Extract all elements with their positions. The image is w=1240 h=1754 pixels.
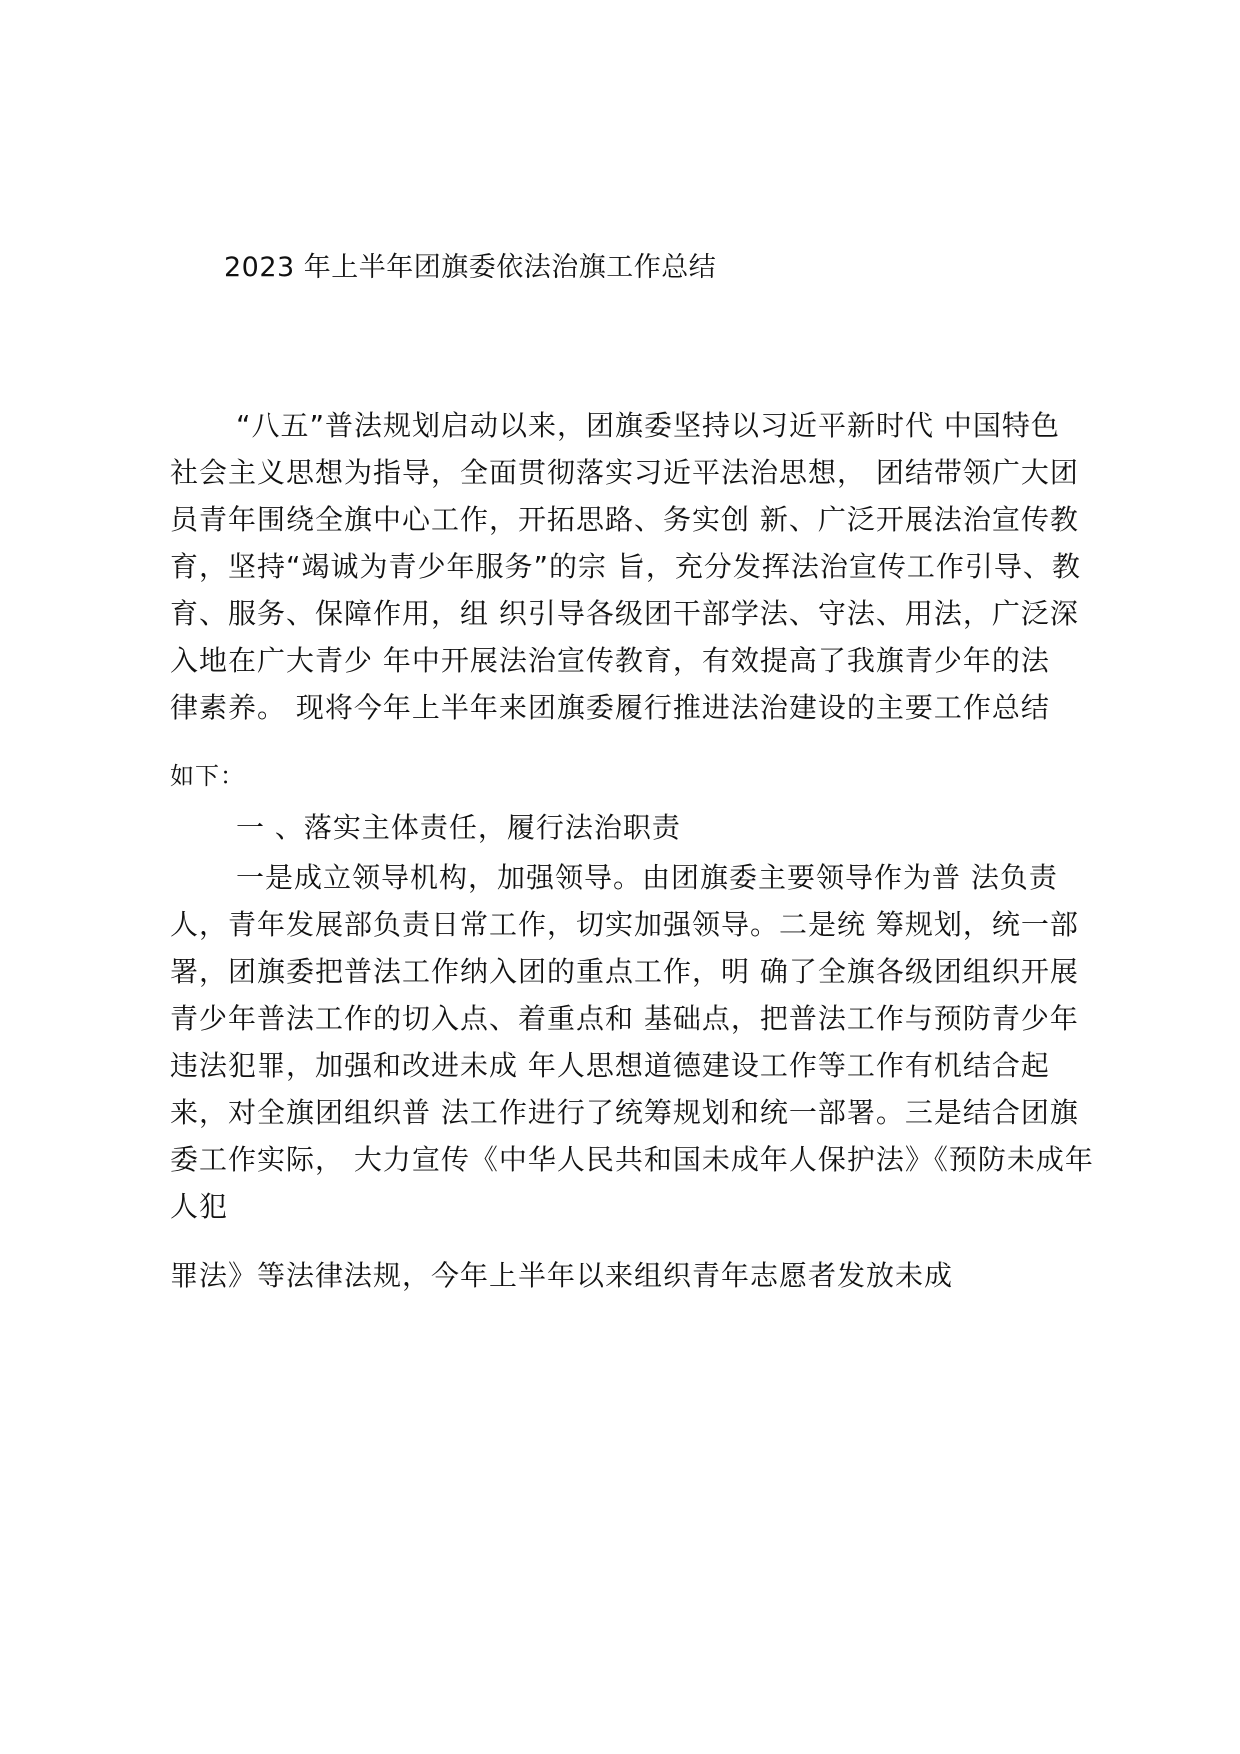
paragraph-2-line-4: 青少年普法工作的切入点、着重点和 基础点，把普法工作与预防青少年 [170, 1002, 1079, 1035]
paragraph-1-line-2: 社会主义思想为指导，全面贯彻落实习近平法治思想， 团结带领广大团 [170, 456, 1079, 489]
paragraph-2-line-8: 人犯 [170, 1190, 229, 1223]
paragraph-2-line-2: 人，青年发展部负责日常工作，切实加强领导。二是统 筹规划，统一部 [170, 908, 1079, 941]
document-title: 2023 年上半年团旗委依法治旗工作总结 [224, 252, 717, 283]
section-1-heading: 一 、落实主体责任，履行法治职责 [236, 811, 681, 844]
paragraph-2-line-1: 一是成立领导机构，加强领导。由团旗委主要领导作为普 法负责 [236, 861, 1058, 894]
paragraph-2-line-7: 委工作实际， 大力宣传《中华人民共和国未成年人保护法》《预防未成年 [170, 1143, 1094, 1176]
paragraph-3-line-1: 罪法》等法律法规，今年上半年以来组织青年志愿者发放未成 [170, 1259, 954, 1292]
paragraph-2-line-5: 违法犯罪，加强和改进未成 年人思想道德建设工作等工作有机结合起 [170, 1049, 1050, 1082]
paragraph-2-line-6: 来，对全旗团组织普 法工作进行了统筹规划和统一部署。三是结合团旗 [170, 1096, 1079, 1129]
paragraph-1-line-1: “八五”普法规划启动以来，团旗委坚持以习近平新时代 中国特色 [236, 409, 1060, 442]
paragraph-1-line-3: 员青年围绕全旗中心工作，开拓思路、务实创 新、广泛开展法治宣传教 [170, 503, 1079, 536]
paragraph-1-line-6: 入地在广大青少 年中开展法治宣传教育，有效提高了我旗青少年的法 [170, 644, 1050, 677]
paragraph-1-line-5: 育、服务、保障作用，组 织引导各级团干部学法、守法、用法，广泛深 [170, 597, 1079, 630]
paragraph-2-line-3: 署，团旗委把普法工作纳入团的重点工作，明 确了全旗各级团组织开展 [170, 955, 1079, 988]
paragraph-1-line-4: 育，坚持“竭诚为青少年服务”的宗 旨，充分发挥法治宣传工作引导、教 [170, 550, 1081, 583]
paragraph-1-tail: 如下： [170, 762, 245, 790]
paragraph-1-line-7: 律素养。 现将今年上半年来团旗委履行推进法治建设的主要工作总结 [170, 691, 1050, 724]
